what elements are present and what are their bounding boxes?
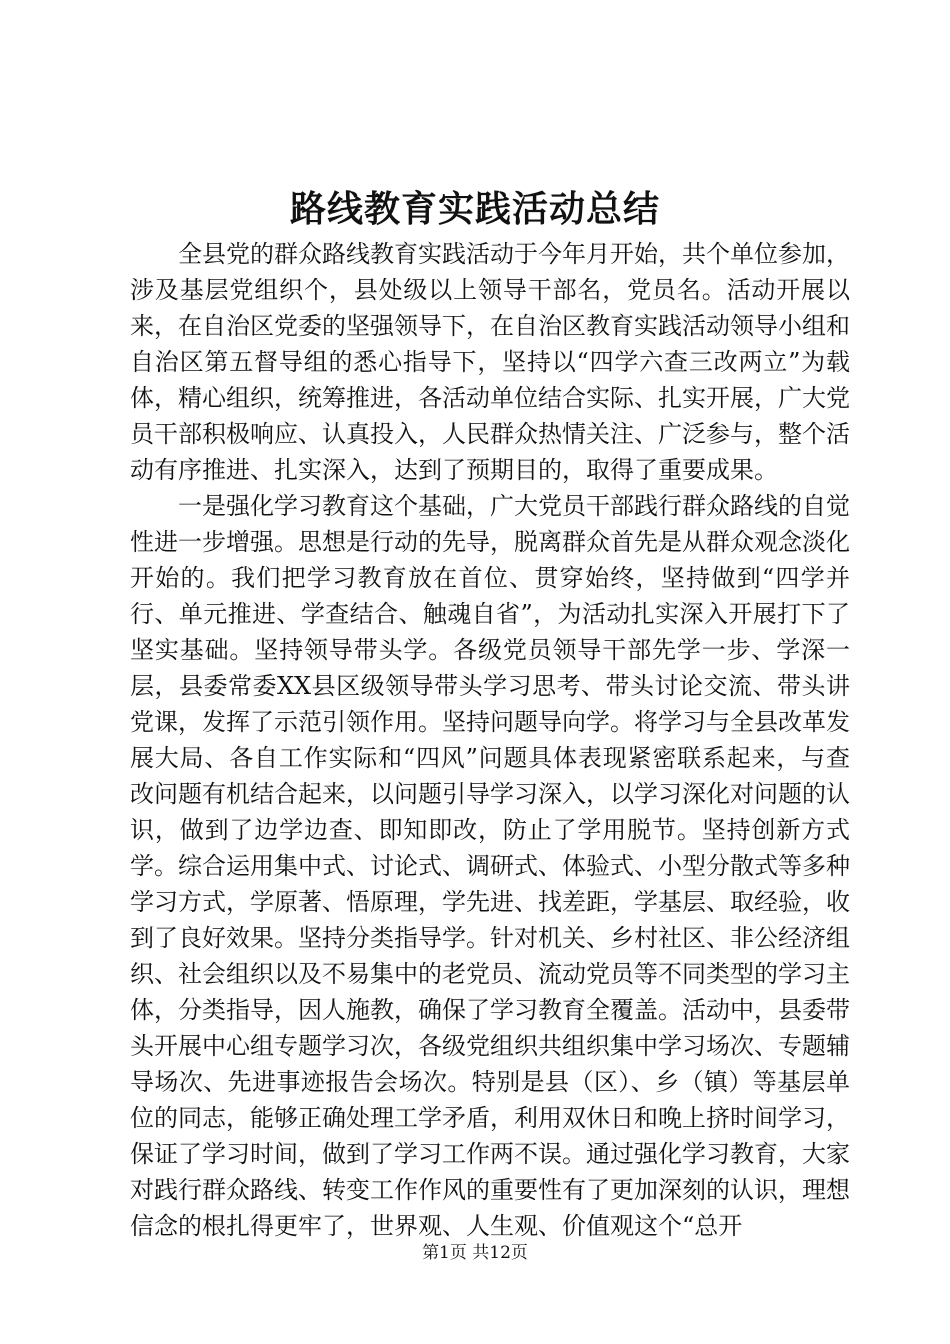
page-footer: 第1页 共12页 <box>422 1243 528 1263</box>
document-body <box>130 236 850 1244</box>
body-paragraph-1: 全县党的群众路线教育实践活动于今年月开始，共个单位参加，涉及基层党组织个，县处级以上领导干部名，党员名。活动开展以来，在自治区党委的坚强领导下，在自治区教育实践活动领导小组和自治区第五督导组的悉心指导下，坚持以“四学六查三改两立”为载体，精心组织，统筹推进，各活动单位结合实际、扎实开展，广大党员干部积极响应、认真投入，人民群众热情关注、广泛参与，整个活动有序推进、扎实深入，达到了预期目的，取得了重要成果。 <box>130 240 850 484</box>
body-paragraph-2: 一是强化学习教育这个基础，广大党员干部践行群众路线的自觉性进一步增强。思想是行动的先导，脱离群众首先是从群众观念淡化开始的。我们把学习教育放在首位、贯穿始终，坚持做到“四学并行、单元推进、学查结合、触魂自省”，为活动扎实深入开展打下了坚实基础。坚持领导带头学。各级党员领导干部先学一步、学深一层，县委常委XX县区级领导带头学习思考、带头讨论交流、带头讲党课，发挥了示范引领作用。坚持问题导向学。将学习与全县改革发展大局、各自工作实际和“四风”问题具体表现紧密联系起来，与查改问题有机结合起来，以问题引导学习深入，以学习深化对问题的认识，做到了边学边查、即知即改，防止了学用脱节。坚持创新方式学。综合运用集中式、讨论式、调研式、体验式、小型分散式等多种学习方式，学原著、悟原理，学先进、找差距，学基层、取经验，收到了良好效果。坚持分类指导学。针对机关、乡村社区、非公经济组织、社会组织以及不易集中的老党员、流动党员等不同类型的学习主体，分类指导，因人施教，确保了学习教育全覆盖。活动中，县委带头开展中心组专题学习次，各级党组织共组织集中学习场次、专题辅导场次、先进事迹报告会场次。特别是县（区）、乡（镇）等基层单位的同志，能够正确处理工学矛盾，利用双休日和晚上挤时间学习，保证了学习时间，做到了学习工作两不误。通过强化学习教育，大家对践行群众路线、转变工作作风的重要性有了更加深刻的认识，理想信念的根扎得更牢了，世界观、人生观、价值观这个“总开 <box>130 492 850 1240</box>
document-title: 路线教育实践活动总结 <box>289 188 660 230</box>
